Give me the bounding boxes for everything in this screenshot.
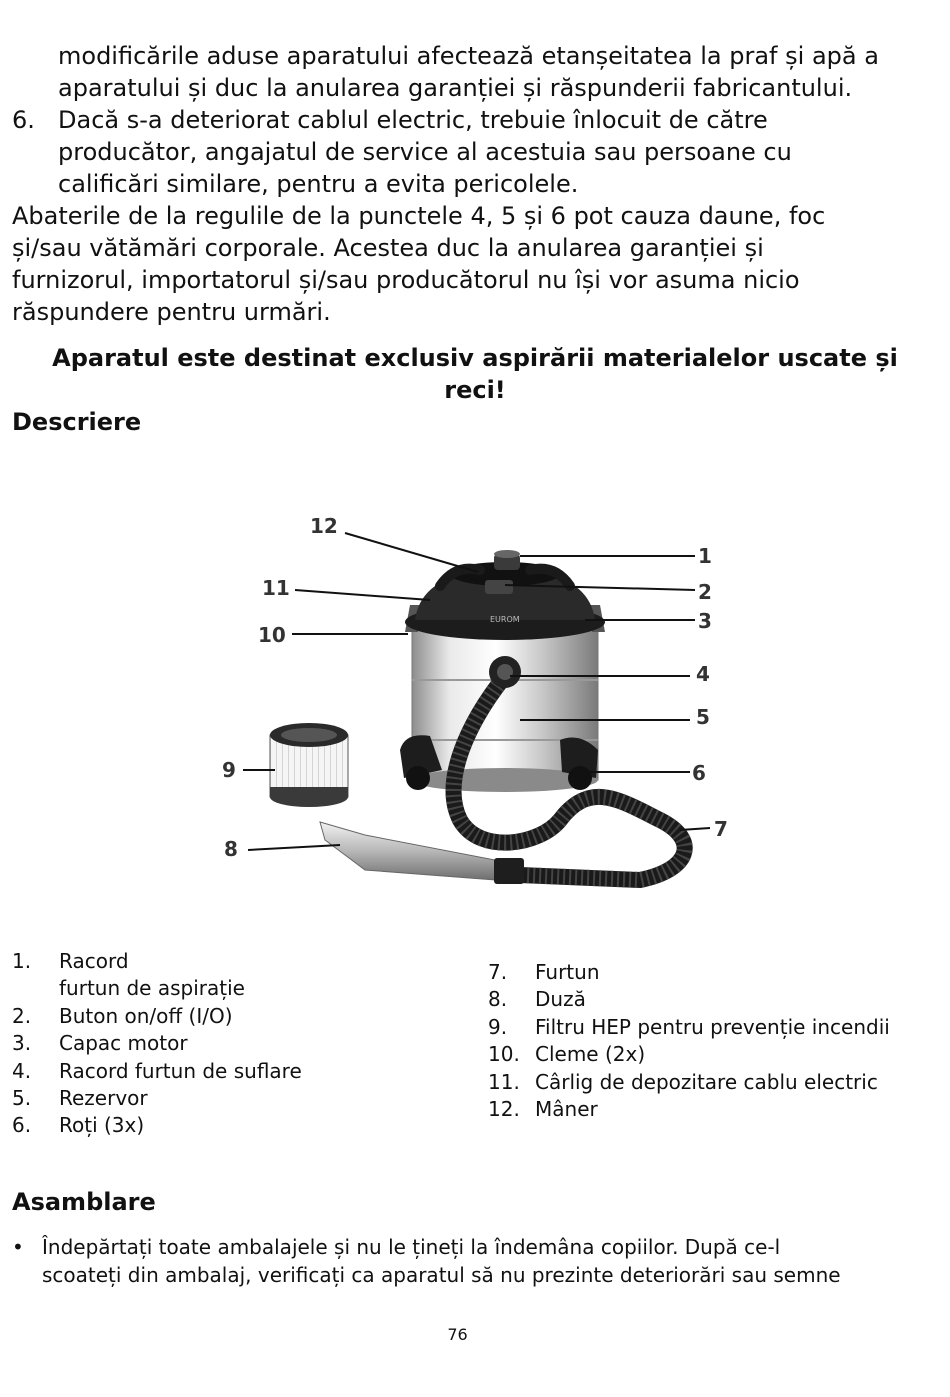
callout-9: 9	[222, 758, 236, 782]
list-number: 7.	[488, 960, 508, 984]
paragraph-line: Abaterile de la regulile de la punctele 4, 5 și 6 pot cauza daune, foc	[12, 202, 826, 230]
list-item	[12, 975, 302, 1002]
list-item	[12, 1003, 302, 1030]
filter	[270, 723, 348, 807]
section-heading-description: Descriere	[12, 408, 142, 436]
list-label: Mâner	[535, 1097, 598, 1122]
bullet-text-line: Îndepărtați toate ambalajele și nu le țineți la îndemâna copiilor. După ce-l	[42, 1235, 781, 1259]
list-label: Filtru HEP pentru prevenție incendii	[535, 1014, 890, 1039]
continued-text-line: aparatului și duc la anularea garanției și răspunderii fabricantului.	[58, 74, 853, 102]
callout-5: 5	[696, 705, 710, 729]
product-diagram	[0, 500, 950, 900]
list-number: 3.	[12, 1031, 32, 1056]
callout-7: 7	[714, 817, 728, 841]
list-item	[12, 1112, 302, 1139]
callout-3: 3	[698, 609, 712, 633]
warning-line: Aparatul este destinat exclusiv aspirării materialelor uscate și	[52, 344, 898, 372]
list-number: 11.	[488, 1069, 520, 1094]
paragraph-line: furnizorul, importatorul și/sau producătorul nu își vor asuma nicio	[12, 266, 800, 294]
section-heading-assembly: Asamblare	[12, 1188, 156, 1216]
parts-list-left	[12, 948, 302, 1140]
callout-10: 10	[258, 623, 286, 647]
paragraph-line: răspundere pentru urmări.	[12, 298, 331, 326]
list-label: Capac motor	[59, 1031, 188, 1056]
list-label: Furtun	[535, 960, 600, 984]
list-number: 4.	[12, 1058, 32, 1083]
continued-text-line: modificările aduse aparatului afectează etanșeitatea la praf și apă a	[58, 42, 879, 70]
item6-text-line: calificări similare, pentru a evita pericolele.	[58, 170, 579, 198]
callout-4: 4	[696, 662, 710, 686]
callout-11: 11	[262, 576, 290, 600]
list-item	[488, 959, 890, 986]
list-label: Racord	[59, 949, 129, 973]
list-label: Racord furtun de suflare	[59, 1058, 302, 1083]
list-label: Rezervor	[59, 1086, 148, 1111]
page-number: 76	[447, 1325, 468, 1344]
list-number	[12, 975, 59, 1002]
callout-8: 8	[224, 837, 238, 861]
list-item	[488, 1096, 890, 1123]
list-item	[488, 1014, 890, 1041]
motor-cap	[405, 562, 605, 640]
list-label: Cârlig de depozitare cablu electric	[535, 1069, 878, 1094]
list-number: 12.	[488, 1097, 520, 1122]
list-item	[488, 1041, 890, 1068]
list-label: Buton on/off (I/O)	[59, 1003, 233, 1028]
callout-6: 6	[692, 761, 706, 785]
list-number: 6.	[12, 1113, 32, 1138]
callout-12: 12	[310, 514, 338, 538]
list-item	[12, 948, 302, 975]
brand-mark: EUROM	[490, 615, 520, 624]
list-number: 5.	[12, 1086, 32, 1111]
list-number: 1.	[12, 949, 32, 973]
list-item	[12, 1058, 302, 1085]
bullet-icon: •	[12, 1235, 24, 1259]
parts-list-right	[488, 959, 890, 1123]
list-number: 8.	[488, 987, 508, 1012]
list-number: 6.	[12, 106, 35, 134]
list-number: 10.	[488, 1042, 520, 1067]
item6-text-line: Dacă s-a deteriorat cablul electric, trebuie înlocuit de către	[58, 106, 768, 134]
bullet-text-line: scoateți din ambalaj, verificați ca aparatul să nu prezinte deteriorări sau semne	[42, 1263, 841, 1287]
list-item	[488, 1069, 890, 1096]
list-item	[488, 986, 890, 1013]
list-item	[12, 1030, 302, 1057]
callout-1: 1	[698, 544, 712, 568]
list-label: Cleme (2x)	[535, 1042, 646, 1067]
callout-2: 2	[698, 580, 712, 604]
list-item	[12, 1085, 302, 1112]
list-label: Duză	[535, 987, 586, 1012]
list-number: 9.	[488, 1014, 508, 1039]
list-number: 2.	[12, 1003, 32, 1028]
item6-text-line: producător, angajatul de service al acestuia sau persoane cu	[58, 138, 792, 166]
paragraph-line: și/sau vătămări corporale. Acestea duc la anularea garanției și	[12, 234, 764, 262]
nozzle	[320, 822, 524, 884]
list-label: furtun de aspirație	[59, 976, 245, 1001]
list-label: Roți (3x)	[59, 1113, 145, 1138]
warning-line: reci!	[444, 376, 506, 404]
